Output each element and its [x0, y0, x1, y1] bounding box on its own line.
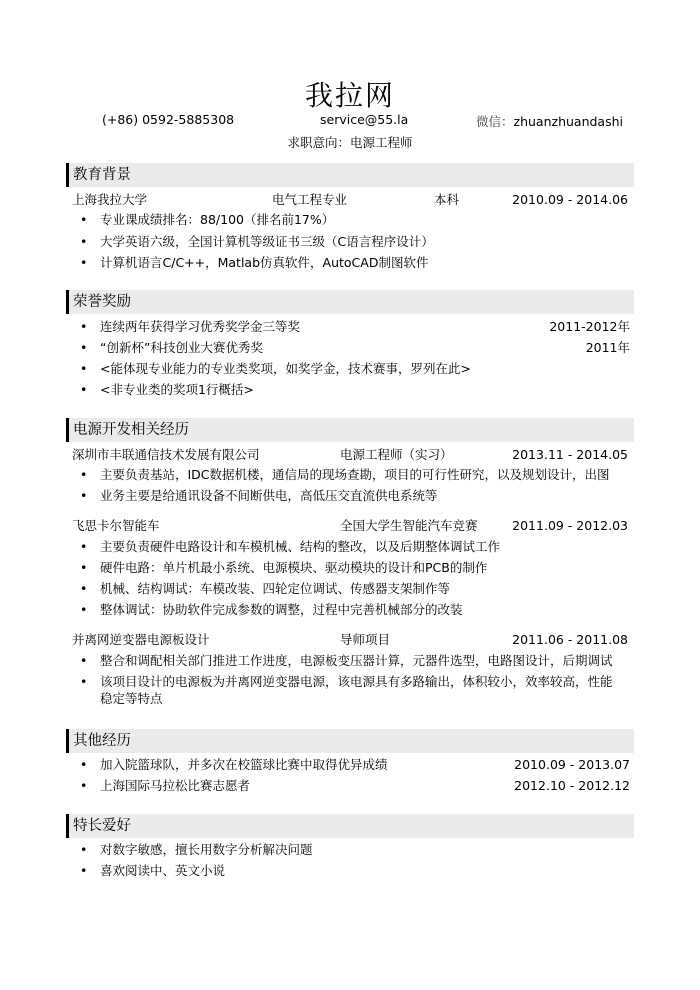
list-item: • <非专业类的奖项1行概括>	[84, 381, 630, 398]
list-item: • 专业课成绩排名：88/100（排名前17%）	[84, 211, 630, 228]
contact-line	[0, 112, 700, 130]
list-item: • 大学英语六级，全国计算机等级证书三级（C语言程序设计）	[84, 233, 630, 250]
period: 2013.11 - 2014.05	[512, 447, 628, 462]
list-item: • 主要负责基站，IDC数据机楼，通信局的现场查勘，项目的可行性研究，以及规划设计，出图	[84, 466, 630, 483]
list-item: • 整体调试：协助软件完成参数的调整，过程中完善机械部分的改装	[84, 601, 630, 618]
other-date: 2012.10 - 2012.12	[514, 778, 630, 793]
section-title-education: 教育背景	[66, 163, 634, 187]
organization: 深圳市丰联通信技术发展有限公司	[72, 447, 260, 462]
school-name: 上海我拉大学	[72, 192, 148, 207]
list-item: • 主要负责硬件电路设计和车模机械、结构的整改，以及后期整体调试工作	[84, 538, 630, 555]
email-address: service@55.la	[320, 112, 409, 127]
period: 2011.09 - 2012.03	[512, 518, 628, 533]
experience-header	[72, 446, 628, 463]
experience-header	[72, 517, 628, 534]
role: 全国大学生智能汽车竞赛	[340, 518, 478, 533]
section-title-experience: 电源开发相关经历	[66, 418, 634, 442]
list-item: • 整合和调配相关部门推进工作进度，电源板变压器计算，元器件选型，电路图设计，后期调试	[84, 652, 630, 669]
list-item: • 计算机语言C/C++，Matlab仿真软件，AutoCAD制图软件	[84, 254, 630, 271]
organization: 飞思卡尔智能车	[72, 518, 160, 533]
honor-date: 2011年	[585, 340, 630, 355]
list-item: • 对数字敏感，擅长用数字分析解决问题	[84, 841, 630, 858]
job-objective: 求职意向：电源工程师	[287, 135, 413, 150]
honor-date: 2011-2012年	[549, 319, 630, 334]
list-item: • <能体现专业能力的专业类奖项，如奖学金，技术赛事，罗列在此>	[84, 360, 630, 377]
role: 导师项目	[340, 632, 391, 647]
organization: 并离网逆变器电源板设计	[72, 632, 210, 647]
role: 电源工程师（实习）	[340, 447, 453, 462]
wechat-id: zhuanzhuandashi	[513, 114, 623, 129]
degree: 本科	[434, 192, 460, 207]
list-item: • 该项目设计的电源板为并离网逆变器电源，该电源具有多路输出，体积较小，效率较高，性能稳定等特点	[84, 673, 624, 707]
section-title-honors: 荣誉奖励	[66, 290, 634, 314]
phone-number: (+86) 0592-5885308	[102, 112, 235, 127]
list-item: • 连续两年获得学习优秀奖学金三等奖 2011-2012年	[84, 318, 630, 335]
list-item: • “创新杯”科技创业大赛优秀奖 2011年	[84, 339, 630, 356]
list-item: • 喜欢阅读中、英文小说	[84, 862, 630, 879]
list-item: • 机械、结构调试：车模改装、四轮定位调试、传感器支架制作等	[84, 580, 630, 597]
experience-header	[72, 631, 628, 648]
candidate-name: 我拉网	[304, 79, 395, 112]
list-item: • 业务主要是给通讯设备不间断供电，高低压交直流供电系统等	[84, 487, 630, 504]
major: 电气工程专业	[272, 192, 348, 207]
list-item: • 加入院篮球队，并多次在校篮球比赛中取得优异成绩 2010.09 - 2013.07	[84, 756, 630, 773]
wechat-label: 微信：	[476, 114, 514, 129]
list-item: • 上海国际马拉松比赛志愿者 2012.10 - 2012.12	[84, 777, 630, 794]
education-row	[72, 191, 628, 208]
section-title-other: 其他经历	[66, 729, 634, 753]
list-item: • 硬件电路：单片机最小系统、电源模块、驱动模块的设计和PCB的制作	[84, 559, 630, 576]
other-date: 2010.09 - 2013.07	[514, 757, 630, 772]
period: 2011.06 - 2011.08	[512, 632, 628, 647]
section-title-hobbies: 特长爱好	[66, 814, 634, 838]
education-period: 2010.09 - 2014.06	[512, 192, 628, 207]
wechat-contact	[476, 112, 623, 130]
